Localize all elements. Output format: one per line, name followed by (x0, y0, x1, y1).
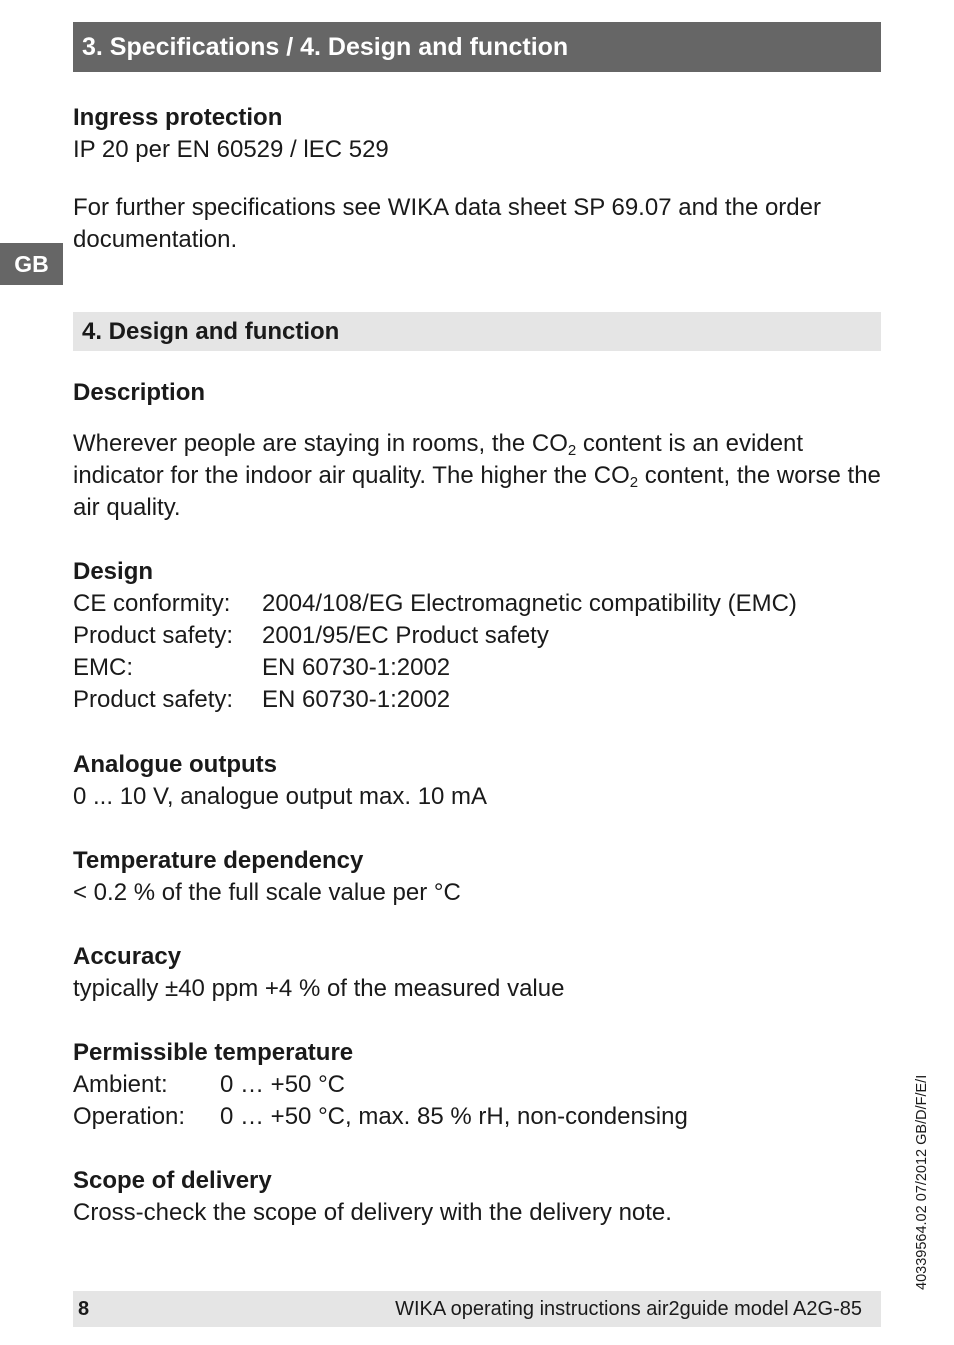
design-row (73, 652, 881, 684)
accuracy-value: typically ±40 ppm +4 % of the measured value (73, 975, 565, 1002)
subscript: 2 (629, 474, 639, 491)
design-row (73, 588, 881, 620)
temperature-row-label: Operation: (73, 1103, 186, 1130)
temperature-dependency-value: < 0.2 % of the full scale value per °C (73, 879, 461, 906)
design-row-value: 2004/108/EG Electromagnetic compatibility (EMC) (262, 590, 797, 617)
page-number: 8 (78, 1297, 90, 1320)
accuracy-heading: Accuracy (73, 943, 182, 970)
design-heading: Design (73, 558, 154, 585)
design-row-label: Product safety: (73, 686, 234, 713)
temperature-row-value: 0 … +50 °C (220, 1071, 345, 1098)
section-heading-title: 4. Design and function (82, 318, 340, 345)
page-footer (73, 1291, 881, 1327)
ingress-protection-value: IP 20 per EN 60529 / lEC 529 (73, 136, 389, 163)
analogue-outputs-block (73, 749, 881, 813)
subscript: 2 (567, 442, 577, 459)
scope-of-delivery-block (73, 1165, 881, 1229)
section-heading-bar (73, 312, 881, 351)
temperature-row-value: 0 … +50 °C, max. 85 % rH, non-condensing (220, 1103, 688, 1130)
design-row-value: 2001/95/EC Product safety (262, 622, 549, 649)
document-code: 40339564.02 07/2012 GB/D/F/E/I (914, 1074, 930, 1290)
design-row (73, 684, 881, 716)
design-row-value: EN 60730-1:2002 (262, 654, 451, 681)
description-paragraph: Wherever people are staying in rooms, the $CO_2$ content is an evident indicator for the indoor air quality. The higher the $CO_2$ content, the worse the air quality. (73, 430, 881, 521)
ingress-protection-heading: Ingress protection (73, 104, 283, 131)
design-row-label: Product safety: (73, 622, 234, 649)
design-row-label: CE conformity: (73, 590, 231, 617)
permissible-temperature-heading: Permissible temperature (73, 1039, 354, 1066)
footer-title: WIKA operating instructions air2guide model A2G-85 (395, 1297, 862, 1320)
further-specs-paragraph: For further specifications see WIKA data sheet SP 69.07 and the order documentation. (73, 194, 821, 253)
page-header-title: 3. Specifications / 4. Design and function (82, 33, 569, 61)
accuracy-block (73, 941, 881, 1005)
temperature-dependency-block (73, 845, 881, 909)
design-block (73, 556, 881, 716)
description-heading: Description (73, 379, 206, 406)
design-row-value: EN 60730-1:2002 (262, 686, 451, 713)
design-row (73, 620, 881, 652)
temperature-row-label: Ambient: (73, 1071, 168, 1098)
page-header-bar (73, 22, 881, 72)
temperature-row (73, 1101, 881, 1133)
ingress-protection-block (73, 102, 881, 166)
temperature-dependency-heading: Temperature dependency (73, 847, 364, 874)
scope-of-delivery-heading: Scope of delivery (73, 1167, 272, 1194)
design-row-label: EMC: (73, 654, 133, 681)
analogue-outputs-value: 0 ... 10 V, analogue output max. 10 mA (73, 783, 488, 810)
analogue-outputs-heading: Analogue outputs (73, 751, 277, 778)
language-tab: GB (0, 243, 63, 285)
scope-of-delivery-value: Cross-check the scope of delivery with the delivery note. (73, 1199, 672, 1226)
permissible-temperature-block (73, 1037, 881, 1133)
temperature-row (73, 1069, 881, 1101)
